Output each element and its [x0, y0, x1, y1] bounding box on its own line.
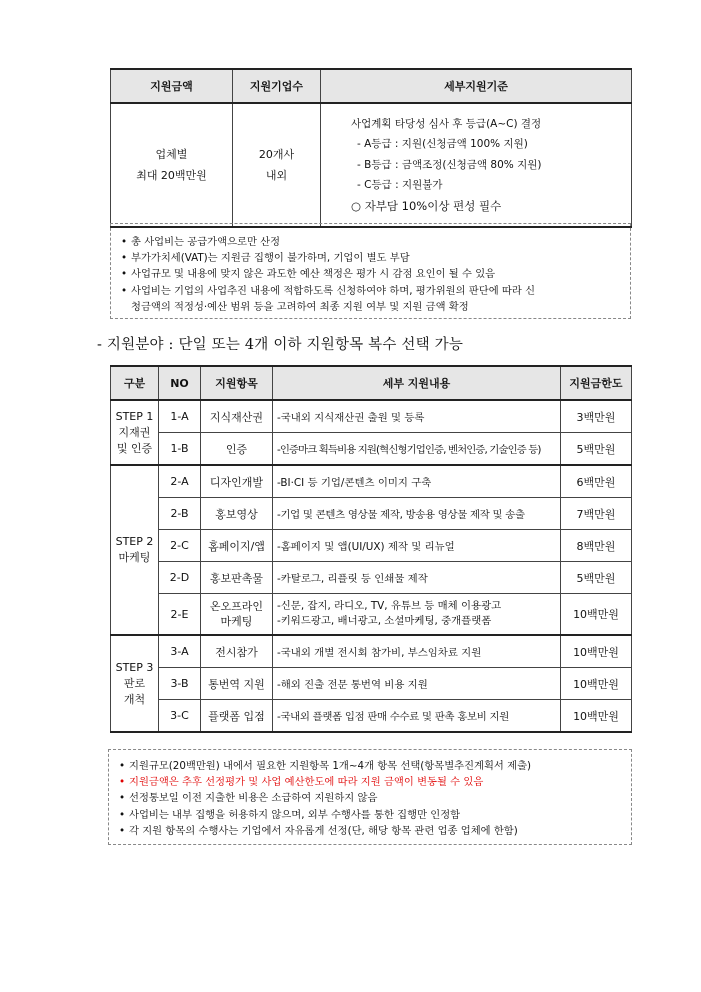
row-no: 3-B	[159, 668, 201, 700]
criteria-line: - C등급 : 지원불가	[357, 179, 443, 192]
table-row	[111, 400, 632, 433]
row-limit: 10백만원	[561, 668, 632, 700]
row-no: 1-B	[159, 433, 201, 466]
step3-cell	[111, 635, 159, 732]
step-line: STEP 1	[115, 409, 154, 423]
note-item-line: 사업비는 기업의 사업추진 내용에 적합하도록 신청하여야 하며, 평가위원의 판단에 따라 신	[131, 284, 536, 297]
step-line: 및 인증	[116, 441, 153, 455]
step2-cell	[111, 465, 159, 635]
note-item: • 지원규모(20백만원) 내에서 필요한 지원항목 1개~4개 항목 선택(항목별추진계획서 제출)	[117, 758, 623, 774]
step-line: STEP 2	[115, 535, 154, 548]
row-item-line: 온오프라인	[209, 600, 264, 613]
row-limit: 5백만원	[561, 433, 632, 466]
header-category: 구분	[111, 366, 159, 400]
table-row	[111, 594, 632, 636]
row-limit: 10백만원	[561, 635, 632, 668]
row-detail: -인증마크 획득비용 지원(혁신형기업인증, 벤처인증, 기술인증 등)	[273, 433, 561, 466]
table-row	[111, 530, 632, 562]
row-no: 2-E	[159, 594, 201, 636]
row-limit: 6백만원	[561, 465, 632, 498]
row-item	[201, 594, 273, 636]
header-amount: 지원금액	[111, 69, 233, 103]
table-row	[111, 498, 632, 530]
note-item: • 사업비는 내부 집행을 허용하지 않으며, 외부 수행사를 통한 집행만 인정함	[117, 807, 623, 823]
row-item: 지식재산권	[201, 400, 273, 433]
support-items-table	[110, 365, 632, 733]
row-limit: 3백만원	[561, 400, 632, 433]
step-line: STEP 3	[115, 660, 154, 674]
row-detail: -홈페이지 및 앱(UI/UX) 제작 및 리뉴얼	[273, 530, 561, 562]
header-limit: 지원금한도	[561, 366, 632, 400]
amount-line: 최대 20백만원	[136, 169, 207, 182]
criteria-line: 사업계획 타당성 심사 후 등급(A~C) 결정	[351, 117, 542, 130]
row-detail-line: -키워드광고, 배너광고, 소셜마케팅, 중개플랫폼	[277, 615, 492, 627]
criteria-line: - B등급 : 금액조정(신청금액 80% 지원)	[357, 158, 542, 171]
step1-cell	[111, 400, 159, 465]
criteria-line: - A등급 : 지원(신청금액 100% 지원)	[357, 138, 528, 151]
row-no: 1-A	[159, 400, 201, 433]
step-line: 지재권	[118, 425, 151, 439]
row-limit: 10백만원	[561, 594, 632, 636]
header-detail: 세부 지원내용	[273, 366, 561, 400]
step-line: 개척	[123, 692, 146, 706]
row-item: 디자인개발	[201, 465, 273, 498]
companies-line: 내외	[265, 169, 288, 182]
section-heading: - 지원분야 : 단일 또는 4개 이하 지원항목 복수 선택 가능	[97, 337, 464, 353]
row-no: 2-C	[159, 530, 201, 562]
row-item: 홍보판촉물	[201, 562, 273, 594]
row-no: 3-C	[159, 700, 201, 733]
header-item: 지원항목	[201, 366, 273, 400]
step-line: 마케팅	[118, 551, 151, 564]
row-no: 3-A	[159, 635, 201, 668]
header-companies: 지원기업수	[233, 69, 321, 103]
row-item: 홈페이지/앱	[201, 530, 273, 562]
note-item: • 사업규모 및 내용에 맞지 않은 과도한 예산 책정은 평가 시 감점 요인이 될 수 있음	[119, 266, 620, 282]
amount-cell	[111, 103, 233, 227]
table-row	[111, 562, 632, 594]
row-no: 2-B	[159, 498, 201, 530]
row-no: 2-D	[159, 562, 201, 594]
table-row	[111, 103, 632, 227]
table-row	[111, 433, 632, 466]
row-no: 2-A	[159, 465, 201, 498]
row-item: 인증	[201, 433, 273, 466]
header-criteria: 세부지원기준	[321, 69, 632, 103]
header-no: NO	[159, 366, 201, 400]
table-row	[111, 668, 632, 700]
criteria-cell	[321, 103, 632, 227]
row-detail: -카탈로그, 리플릿 등 인쇄물 제작	[273, 562, 561, 594]
note-item: • 각 지원 항목의 수행사는 기업에서 자유롭게 선정(단, 해당 항목 관련 업종 업체에 한함)	[117, 823, 623, 839]
row-detail: -해외 진출 전문 통번역 비용 지원	[273, 668, 561, 700]
table-header-row	[111, 69, 632, 103]
row-item: 홍보영상	[201, 498, 273, 530]
row-limit: 5백만원	[561, 562, 632, 594]
row-item: 통번역 지원	[201, 668, 273, 700]
funding-criteria-table	[110, 68, 632, 228]
row-detail: -기업 및 콘텐츠 영상물 제작, 방송용 영상물 제작 및 송출	[273, 498, 561, 530]
row-item: 전시참가	[201, 635, 273, 668]
criteria-line: ○ 자부담 10%이상 편성 필수	[351, 198, 502, 213]
row-detail: -국내외 플랫폼 입점 판매 수수료 및 판촉 홍보비 지원	[273, 700, 561, 733]
note-item: • 부가가치세(VAT)는 지원금 집행이 불가하며, 기업이 별도 부담	[119, 250, 620, 266]
note-item	[119, 283, 620, 315]
row-detail-line: -신문, 잡지, 라디오, TV, 유튜브 등 매체 이용광고	[277, 600, 502, 612]
row-detail: -국내외 지식재산권 출원 및 등록	[273, 400, 561, 433]
row-detail: -BI·CI 등 기업/콘텐츠 이미지 구축	[273, 465, 561, 498]
companies-cell	[233, 103, 321, 227]
budget-notes-box	[110, 223, 631, 319]
row-limit: 7백만원	[561, 498, 632, 530]
note-item: • 총 사업비는 공급가액으로만 산정	[119, 234, 620, 250]
row-item: 플랫폼 입점	[201, 700, 273, 733]
row-limit: 8백만원	[561, 530, 632, 562]
row-detail	[273, 594, 561, 636]
row-limit: 10백만원	[561, 700, 632, 733]
step-line: 판로	[123, 676, 146, 690]
table-row	[111, 635, 632, 668]
companies-line: 20개사	[258, 148, 295, 161]
selection-notes-box	[108, 749, 632, 845]
note-item-line: 청금액의 적정성·예산 범위 등을 고려하여 최종 지원 여부 및 지원 금액 확정	[131, 300, 469, 313]
note-item: • 선정통보일 이전 지출한 비용은 소급하여 지원하지 않음	[117, 790, 623, 806]
note-item-highlight: • 지원금액은 추후 선정평가 및 사업 예산한도에 따라 지원 금액이 변동될 수 있음	[117, 774, 623, 790]
row-item-line: 마케팅	[220, 615, 253, 628]
table-row	[111, 700, 632, 733]
amount-line: 업체별	[155, 148, 188, 161]
row-detail: -국내외 개별 전시회 참가비, 부스임차료 지원	[273, 635, 561, 668]
table-header-row	[111, 366, 632, 400]
table-row	[111, 465, 632, 498]
